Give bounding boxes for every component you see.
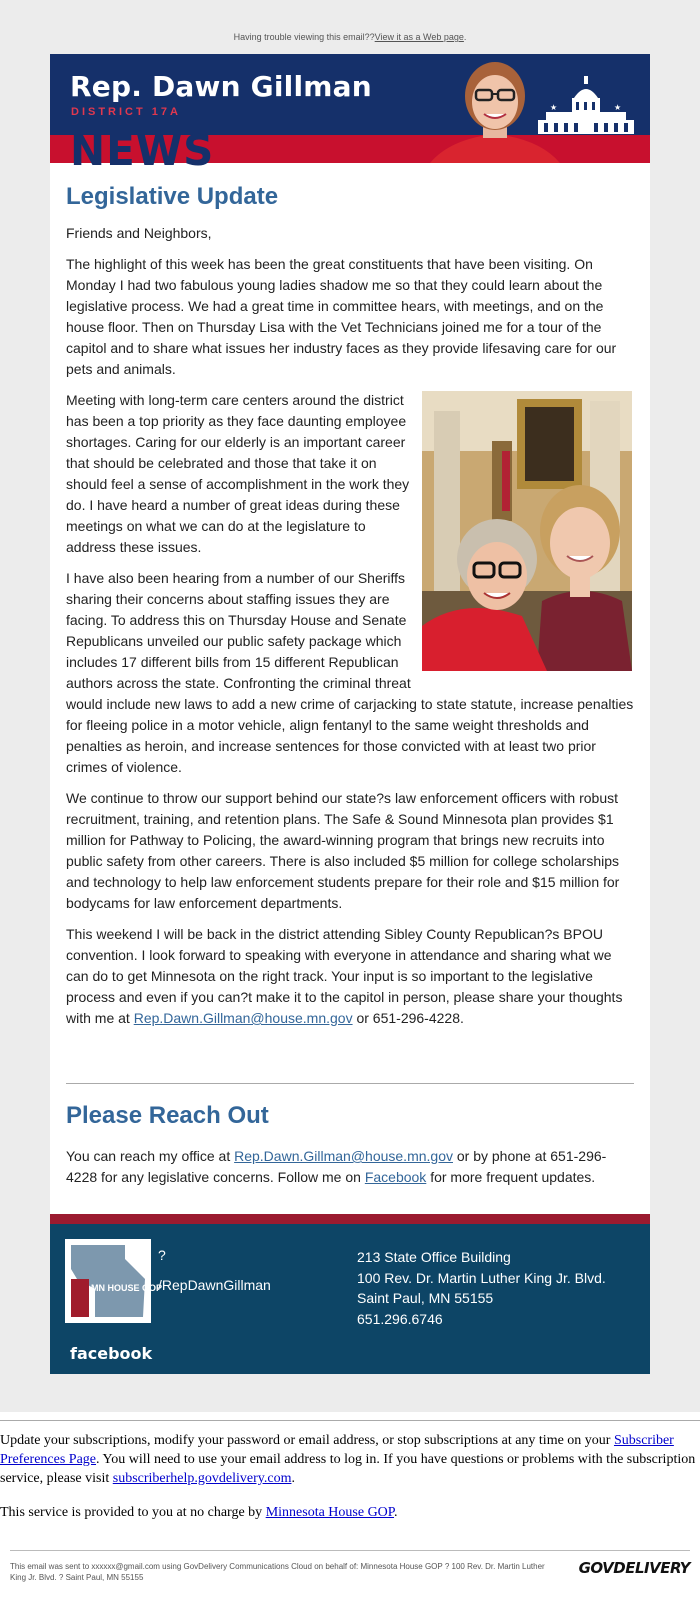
web-page-link[interactable]: View it as a Web page — [374, 32, 464, 42]
svg-text:★: ★ — [550, 103, 558, 112]
paragraph-5: This weekend I will be back in the district attending Sibley County Republican?s BPOU convention. I look forward to speaking with everyone in attendance and sharing what we can do to get Minnesota on the right track. Your input is so important to the legislative process and even if you can?t make it to the capitol in person, please share your thoughts with me at Rep.Dawn.Gillman@house.mn.gov or 651-296-4228. — [66, 926, 623, 1026]
govdelivery-logo[interactable]: GOVDELIVERY — [578, 1559, 690, 1577]
contact-footer — [50, 1224, 650, 1374]
paragraph-1: The highlight of this week has been the great constituents that have been visiting. On Monday I had two fabulous young ladies shadow me so that they could learn about the legislative process. We had a great time in committee hears, with meetings, and on the house floor. Then on Thursday Lisa with the Vet Technicians joined me for a tour of the capitol and to share what issues her industry faces as they provide lifesaving care for our pets and animals. — [66, 256, 617, 377]
footer-accent-bar — [50, 1214, 650, 1224]
mn-house-gop-logo[interactable] — [65, 1239, 163, 1349]
paragraph-3: I have also been hearing from a number of our Sheriffs sharing their concerns about staffing issues they are facing. To address this on Thursday House and Senate Republicans unveiled our public safety package which includes 17 different bills from 15 different Republican authors across the state. Confronting the criminal threat would include new laws to add a new crime of carjacking to state statute, increase penalties for fleeing police in a motor vehicle, align fentanyl to the same weight thresholds and penalties as heroin, and increase sentences for those convicted with at least two prior crimes of violence. — [66, 570, 634, 775]
rep-name: Rep. Dawn Gillman — [70, 70, 372, 103]
district-label: DISTRICT 17A — [71, 106, 181, 118]
facebook-label[interactable]: facebook — [70, 1344, 153, 1363]
preheader: Having trouble viewing this email??View it as a Web page. — [233, 32, 467, 42]
facebook-icon-placeholder: ? — [158, 1247, 166, 1263]
facebook-link[interactable]: Facebook — [364, 1169, 427, 1185]
paragraph-4: We continue to throw our support behind our state?s law enforcement officers with robust recruitment, training, and retention plans. The Safe & Sound Minnesota plan provides $1 million for Pathway to Policing, the award-winning program that brings new recruits into public safety from other careers. There is also included $5 million for college scholarships and technology to help law enforcement students prepare for their role and $15 million for bodycams for law enforcement departments. — [66, 790, 620, 911]
subscription-footer — [0, 1420, 700, 1583]
email-container — [50, 54, 650, 1374]
service-info: This service is provided to you at no charge by Minnesota House GOP. — [0, 1505, 398, 1520]
svg-text:MN HOUSE GOP: MN HOUSE GOP — [91, 1283, 163, 1293]
legal-notice: This email was sent to xxxxxx@gmail.com using GovDelivery Communications Cloud on behalf of: Minnesota House GOP ? 100 Rev. Dr. Martin Luther King Jr. Blvd. ? Saint Paul, MN 55155 GOVDELIVERY — [10, 1559, 690, 1582]
reach-out-paragraph: You can reach my office at Rep.Dawn.Gillman@house.mn.gov or by phone at 651-296-4228 for any legislative concerns. Follow me on Facebook for more frequent updates. — [66, 1148, 607, 1185]
subscription-info: Update your subscriptions, modify your password or email address, or stop subscriptions at any time on your Subscriber Preferences Page. You will need to use your email address to log in. If you have questions or problems with the subscription service, please visit subscriberhelp.govdelivery.com. — [0, 1433, 696, 1486]
capitol-icon — [538, 76, 634, 136]
news-label: NEWS — [70, 126, 215, 175]
legislative-update-heading: Legislative Update — [66, 183, 279, 210]
header-banner — [50, 54, 650, 175]
paragraph-2: Meeting with long-term care centers around the district has been a top priority as they face daunting employee shortages. Caring for our elderly is an important career that should be celebrated and those that take it on should feel a sense of accomplishment in the work they do. I have heard a number of great ideas during these meetings on what we can do at the legislature to address these issues. — [66, 392, 410, 555]
mn-house-gop-link[interactable]: Minnesota House GOP — [265, 1505, 395, 1520]
section-divider — [66, 1083, 634, 1084]
facebook-handle[interactable]: /RepDawnGillman — [158, 1277, 271, 1293]
reach-email-link[interactable]: Rep.Dawn.Gillman@house.mn.gov — [234, 1148, 453, 1164]
reach-out-heading: Please Reach Out — [66, 1102, 269, 1129]
subscriber-preferences-link[interactable]: Subscriber Preferences Page — [0, 1433, 674, 1467]
capitol-selfie-photo — [422, 391, 632, 671]
office-address: 213 State Office Building 100 Rev. Dr. Martin Luther King Jr. Blvd. Saint Paul, MN 55155 651.296.6746 — [357, 1249, 606, 1327]
greeting: Friends and Neighbors, — [66, 225, 212, 241]
svg-text:★: ★ — [614, 103, 622, 112]
subscriber-help-link[interactable]: subscriberhelp.govdelivery.com — [112, 1471, 292, 1486]
content-area — [50, 163, 650, 1214]
email-link[interactable]: Rep.Dawn.Gillman@house.mn.gov — [133, 1010, 353, 1026]
